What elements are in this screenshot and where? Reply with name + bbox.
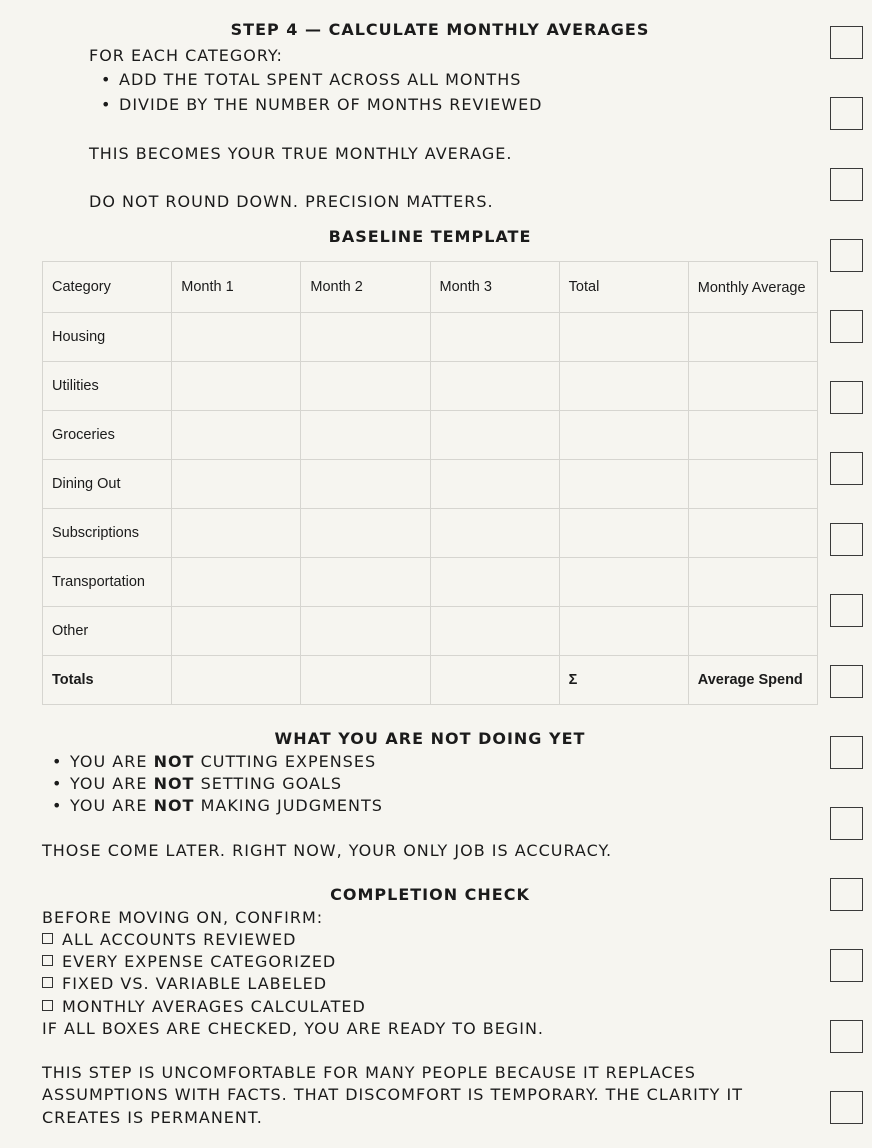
completion-item	[42, 973, 327, 995]
month-2-cell[interactable]	[301, 460, 430, 509]
side-checkbox[interactable]	[830, 878, 863, 911]
average-spend-cell: Average Spend	[688, 656, 817, 705]
not-doing-title: WHAT YOU ARE NOT DOING YET	[274, 729, 586, 748]
closing-line: ASSUMPTIONS WITH FACTS. THAT DISCOMFORT IS TEMPORARY. THE CLARITY IT	[42, 1085, 744, 1104]
month-2-cell[interactable]	[301, 509, 430, 558]
totals-label: Totals	[43, 656, 172, 705]
item-prefix: YOU ARE	[70, 752, 148, 771]
category-cell: Groceries	[43, 411, 172, 460]
completion-ready: IF ALL BOXES ARE CHECKED, YOU ARE READY TO BEGIN.	[42, 1019, 545, 1038]
item-suffix: CUTTING EXPENSES	[200, 752, 377, 771]
side-checkbox[interactable]	[830, 239, 863, 272]
month-3-cell[interactable]	[430, 313, 559, 362]
completion-item	[42, 951, 336, 973]
side-checkbox[interactable]	[830, 594, 863, 627]
checkbox-icon[interactable]	[42, 977, 53, 988]
side-checkbox[interactable]	[830, 949, 863, 982]
month-2-cell[interactable]	[301, 411, 430, 460]
month-2-cell[interactable]	[301, 362, 430, 411]
step4-bullets	[89, 69, 543, 116]
month-3-cell[interactable]	[430, 607, 559, 656]
side-checkbox[interactable]	[830, 26, 863, 59]
average-cell[interactable]	[688, 313, 817, 362]
table-row	[43, 313, 818, 362]
month-1-cell[interactable]	[172, 411, 301, 460]
checkbox-icon[interactable]	[42, 955, 53, 966]
not-doing-closing: THOSE COME LATER. RIGHT NOW, YOUR ONLY JOB IS ACCURACY.	[42, 841, 613, 860]
table-row	[43, 607, 818, 656]
checkbox-icon[interactable]	[42, 1000, 53, 1011]
table-row	[43, 411, 818, 460]
category-cell: Other	[43, 607, 172, 656]
item-suffix: MAKING JUDGMENTS	[200, 796, 383, 815]
total-cell[interactable]	[559, 460, 688, 509]
side-checkbox[interactable]	[830, 97, 863, 130]
list-item: • DIVIDE BY THE NUMBER OF MONTHS REVIEWED	[89, 94, 543, 116]
completion-item	[42, 929, 296, 951]
category-cell: Dining Out	[43, 460, 172, 509]
total-cell[interactable]	[559, 362, 688, 411]
header-category: Category	[43, 262, 172, 313]
side-checkbox[interactable]	[830, 168, 863, 201]
month-1-cell[interactable]	[172, 509, 301, 558]
list-item	[40, 751, 383, 773]
side-checkbox[interactable]	[830, 381, 863, 414]
month-3-cell[interactable]	[430, 509, 559, 558]
month-3-cell[interactable]	[430, 362, 559, 411]
month-1-cell[interactable]	[172, 362, 301, 411]
table-row	[43, 460, 818, 509]
total-cell[interactable]	[559, 607, 688, 656]
table-row	[43, 558, 818, 607]
checkbox-icon[interactable]	[42, 933, 53, 944]
completion-item-label: FIXED VS. VARIABLE LABELED	[62, 974, 328, 993]
month-1-cell[interactable]	[172, 607, 301, 656]
side-checkbox[interactable]	[830, 807, 863, 840]
item-prefix: YOU ARE	[70, 796, 148, 815]
completion-item-label: EVERY EXPENSE CATEGORIZED	[62, 952, 337, 971]
average-cell[interactable]	[688, 362, 817, 411]
header-total: Total	[559, 262, 688, 313]
item-emphasis: NOT	[153, 796, 195, 815]
completion-item	[42, 996, 366, 1018]
closing-line: CREATES IS PERMANENT.	[42, 1108, 263, 1127]
side-checkbox[interactable]	[830, 452, 863, 485]
header-month-2: Month 2	[301, 262, 430, 313]
side-checkbox[interactable]	[830, 1020, 863, 1053]
item-prefix: YOU ARE	[70, 774, 148, 793]
baseline-title: BASELINE TEMPLATE	[328, 227, 532, 246]
side-checkbox[interactable]	[830, 1091, 863, 1124]
side-checkbox[interactable]	[830, 736, 863, 769]
step4-line-2: DO NOT ROUND DOWN. PRECISION MATTERS.	[89, 192, 494, 211]
average-cell[interactable]	[688, 509, 817, 558]
side-checkbox[interactable]	[830, 523, 863, 556]
completion-item-label: ALL ACCOUNTS REVIEWED	[62, 930, 297, 949]
category-cell: Transportation	[43, 558, 172, 607]
completion-item-label: MONTHLY AVERAGES CALCULATED	[62, 997, 366, 1016]
month-2-cell[interactable]	[301, 607, 430, 656]
item-suffix: SETTING GOALS	[200, 774, 342, 793]
closing-line: THIS STEP IS UNCOMFORTABLE FOR MANY PEOPLE BECAUSE IT REPLACES	[42, 1063, 696, 1082]
header-monthly-average: Monthly Average	[688, 262, 817, 313]
average-cell[interactable]	[688, 607, 817, 656]
total-cell[interactable]	[559, 509, 688, 558]
month-3-cell[interactable]	[430, 460, 559, 509]
average-cell[interactable]	[688, 460, 817, 509]
month-3-total-cell[interactable]	[430, 656, 559, 705]
not-doing-list	[40, 751, 383, 817]
month-3-cell[interactable]	[430, 411, 559, 460]
side-checkbox[interactable]	[830, 310, 863, 343]
month-1-cell[interactable]	[172, 558, 301, 607]
total-cell[interactable]	[559, 411, 688, 460]
table-row	[43, 362, 818, 411]
month-2-cell[interactable]	[301, 558, 430, 607]
table-header-row	[43, 262, 818, 313]
step4-intro: FOR EACH CATEGORY:	[89, 46, 283, 65]
totals-row	[43, 656, 818, 705]
table-row	[43, 509, 818, 558]
item-emphasis: NOT	[153, 774, 195, 793]
header-month-1: Month 1	[172, 262, 301, 313]
category-cell: Housing	[43, 313, 172, 362]
month-2-cell[interactable]	[301, 313, 430, 362]
average-cell[interactable]	[688, 558, 817, 607]
list-item	[40, 773, 383, 795]
sum-cell: Σ	[559, 656, 688, 705]
side-checkbox[interactable]	[830, 665, 863, 698]
completion-title: COMPLETION CHECK	[330, 885, 530, 904]
total-cell[interactable]	[559, 558, 688, 607]
step4-title: STEP 4 — CALCULATE MONTHLY AVERAGES	[230, 20, 650, 39]
header-month-3: Month 3	[430, 262, 559, 313]
list-item	[40, 795, 383, 817]
month-2-total-cell[interactable]	[301, 656, 430, 705]
category-cell: Subscriptions	[43, 509, 172, 558]
month-3-cell[interactable]	[430, 558, 559, 607]
baseline-table	[42, 261, 818, 705]
month-1-total-cell[interactable]	[172, 656, 301, 705]
completion-intro: BEFORE MOVING ON, CONFIRM:	[42, 908, 324, 927]
month-1-cell[interactable]	[172, 460, 301, 509]
average-cell[interactable]	[688, 411, 817, 460]
category-cell: Utilities	[43, 362, 172, 411]
list-item: • ADD THE TOTAL SPENT ACROSS ALL MONTHS	[89, 69, 543, 94]
step4-line-1: THIS BECOMES YOUR TRUE MONTHLY AVERAGE.	[89, 144, 513, 163]
total-cell[interactable]	[559, 313, 688, 362]
month-1-cell[interactable]	[172, 313, 301, 362]
item-emphasis: NOT	[153, 752, 195, 771]
